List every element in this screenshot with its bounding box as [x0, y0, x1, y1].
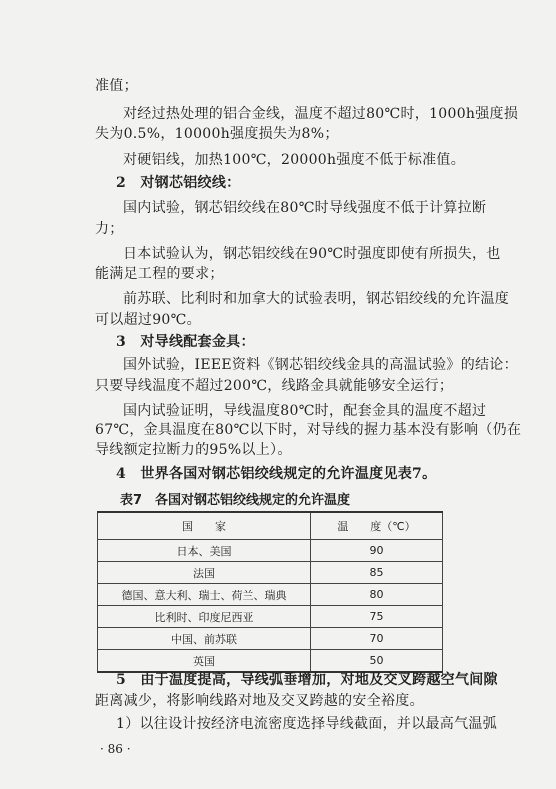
paragraph-line: 对经过热处理的铝合金线，温度不超过80℃时，1000h强度损 [123, 106, 519, 122]
paragraph-line: 对硬铝线，加热100℃，20000h强度不低于标准值。 [123, 152, 466, 168]
section-heading: 4 世界各国对钢芯铝绞线规定的允许温度见表7。 [116, 466, 437, 482]
paragraph-line: 能满足工程的要求； [95, 266, 224, 282]
table-row [98, 540, 443, 562]
paragraph-line: 只要导线温度不超过200℃，线路金具就能够安全运行； [95, 378, 454, 394]
section-heading: 5 由于温度提高，导线弧垂增加，对地及交叉跨越空气间隙 [116, 672, 498, 688]
paragraph-line: 国内试验，钢芯铝绞线在80℃时导线强度不低于计算拉断 [123, 200, 487, 216]
country-cell: 比利时、印度尼西亚 [98, 606, 311, 628]
table-row [98, 650, 443, 673]
country-cell: 法国 [98, 562, 311, 584]
paragraph-line: 67℃，金具温度在80℃以下时，对导线的握力基本没有影响（仍在 [95, 422, 522, 438]
paragraph-line: 国外试验，IEEE资料《钢芯铝绞线金具的高温试验》的结论： [123, 357, 518, 373]
temperature-cell: 50 [311, 650, 443, 673]
paragraph-line: 国内试验证明，导线温度80℃时，配套金具的温度不超过 [123, 403, 487, 419]
temperature-table [97, 511, 443, 673]
paragraph-line: 前苏联、比利时和加拿大的试验表明，钢芯铝绞线的允许温度 [123, 291, 510, 307]
paragraph-line: 日本试验认为，钢芯铝绞线在90℃时强度即使有所损失，也 [123, 246, 501, 262]
paragraph-line: 力； [95, 221, 124, 237]
paragraph-line: 距离减少，将影响线路对地及交叉跨越的安全裕度。 [95, 693, 424, 709]
paragraph-line: 1）以往设计按经济电流密度选择导线截面，并以最高气温弧 [116, 716, 498, 732]
table-row [98, 562, 443, 584]
paragraph-line: 可以超过90℃。 [95, 312, 201, 328]
table-row [98, 606, 443, 628]
table-caption: 表7 各国对钢芯铝绞线规定的允许温度 [120, 493, 351, 508]
table-row [98, 628, 443, 650]
header-temperature: 温 度（℃） [311, 512, 443, 540]
temperature-cell: 85 [311, 562, 443, 584]
paragraph-line: 准值； [95, 78, 138, 94]
paragraph-line: 导线额定拉断力的95%以上）。 [95, 442, 292, 458]
country-cell: 德国、意大利、瑞士、荷兰、瑞典 [98, 584, 311, 606]
page-number: · 86 · [100, 742, 131, 756]
temperature-cell: 80 [311, 584, 443, 606]
table-header-row [98, 512, 443, 540]
section-heading: 2 对钢芯铝绞线： [116, 175, 241, 191]
country-cell: 中国、前苏联 [98, 628, 311, 650]
section-heading: 3 对导线配套金具： [116, 334, 255, 350]
header-country: 国 家 [98, 512, 311, 540]
country-cell: 英国 [98, 650, 311, 673]
temperature-cell: 70 [311, 628, 443, 650]
table-row [98, 584, 443, 606]
temperature-cell: 90 [311, 540, 443, 562]
paragraph-line: 失为0.5%，10000h强度损失为8%； [95, 126, 339, 142]
temperature-cell: 75 [311, 606, 443, 628]
country-cell: 日本、美国 [98, 540, 311, 562]
